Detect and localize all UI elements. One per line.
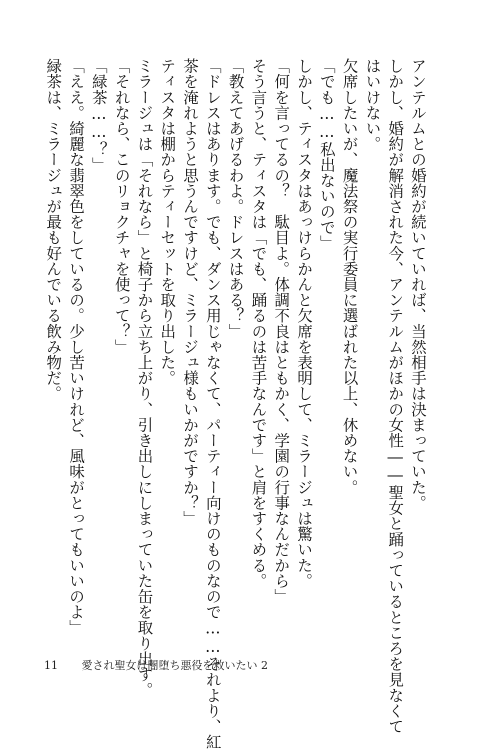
text-line: アンテルムとの婚約が続いていれば、当然相手は決まっていた。 [409, 58, 427, 511]
text-line: そう言うと、ティスタは「でも、踊るのは苦手なんです」と肩をすくめる。 [249, 58, 268, 589]
text-line: しかし、ティスタはあっけらかんと欠席を表明して、ミラージュは驚いた。 [295, 58, 314, 589]
text-line: 「何を言ってるの？ 駄目よ。体調不良はともかく、学園の行事なんだから」 [272, 58, 291, 604]
text-line: 茶を淹れようと思うんですけど、ミラージュ様もいかがですか？」 [181, 58, 200, 526]
text-line: 「緑茶……？」 [89, 58, 108, 173]
text-line: 「ええ。綺麗な翡翠色をしているの。少し苦いけれど、風味がとってもいいのよ」 [67, 58, 86, 636]
text-line: 「ドレスはあります。でも、ダンス用じゃなくて、パーティー向けのものなので……それより、紅 [203, 58, 222, 750]
text-line: ティスタは棚からティーセットを取り出した。 [158, 58, 177, 386]
page-number: 11 [44, 659, 58, 672]
text-line: ミラージュは「それなら」と椅子から立ち上がり、引き出しにしまっていた缶を取り出す。 [135, 58, 154, 698]
text-line: はいけない。 [363, 58, 382, 152]
text-line: 欠席したいが、魔法祭の実行委員に選ばれた以上、休めない。 [340, 58, 359, 495]
page-footer [44, 659, 268, 673]
text-line: 「教えてあげるわよ。ドレスはある？」 [226, 58, 245, 339]
text-line: 「でも……私出ないので」 [317, 58, 336, 251]
text-line: 緑茶は、ミラージュが最も好んでいる飲み物だ。 [44, 58, 63, 402]
book-title: 愛され聖女は闇堕ち悪役を救いたい 2 [81, 659, 268, 672]
text-line: 「それなら、このリョクチャを使って？」 [112, 58, 131, 355]
text-line: しかし、婚約が解消された今、アンテルムがほかの女性――聖女と踊っているところを見なくて [386, 58, 405, 734]
